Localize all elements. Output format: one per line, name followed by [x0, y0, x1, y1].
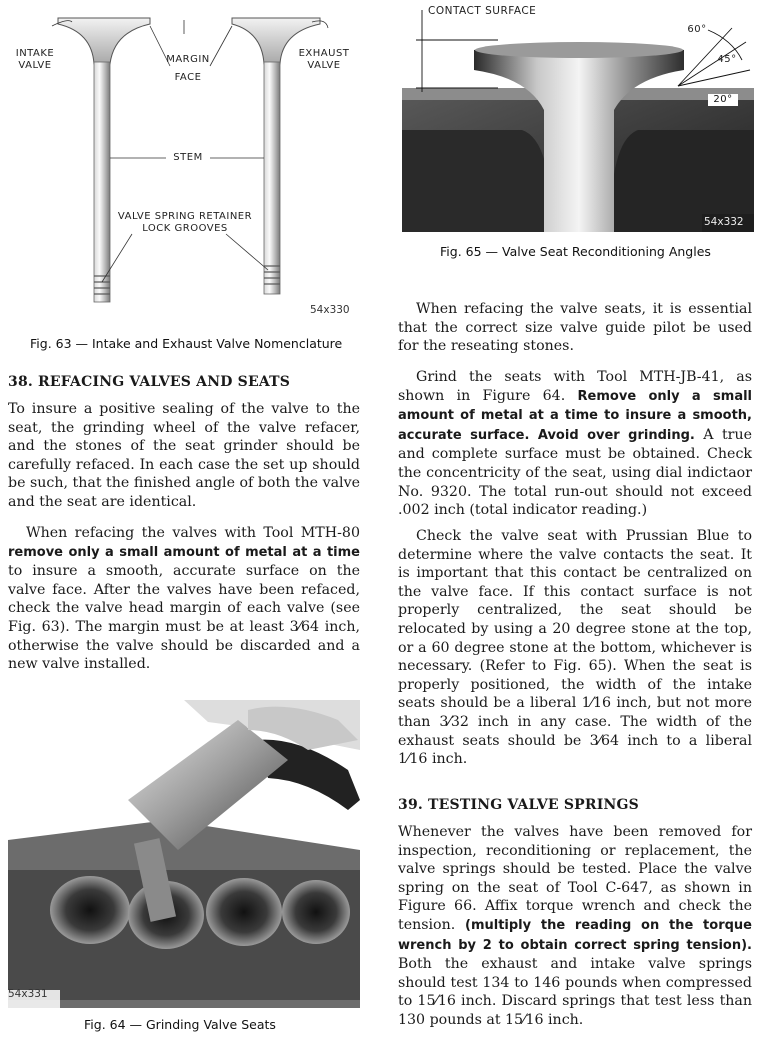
figure-number: 54x330: [310, 304, 350, 316]
angle-60-label: 60°: [687, 24, 707, 35]
section-38-paragraph-1: To insure a positive sealing of the valve to the seat, the grinding wheel of the valve refacer, and the stones of the seat grinder should be carefully refaced. In each case the set up should be such, that the finished angle of both the valve and the seat are identical.: [8, 401, 360, 510]
bold-instruction: (multiply the reading on the torque wrench by 2 to obtain correct spring tension).: [398, 917, 752, 953]
right-paragraph-1: When refacing the valve seats, it is essential that the correct size valve guide pilot be used for the reseating stones.: [398, 301, 752, 355]
angle-20-label: 20°: [708, 94, 738, 106]
section-38-heading: 38. REFACING VALVES AND SEATS: [8, 374, 291, 390]
section-39-paragraph-1: Whenever the valves have been removed for inspection, reconditioning or replacement, the valve springs should be tested. Place the valve spring on the seat of Tool C-647, as shown in Figure 66. Affix torque wrench and check the tension. (multiply the reading on the torque wrench by 2 to obtain correct spring tension). Both the exhaust and intake valve springs should test 134 to 146 pounds when compressed to 15⁄16 inch. Discard springs that test less than 130 pounds at 15⁄16 inch.: [398, 824, 752, 1028]
lock-grooves-label: VALVE SPRING RETAINER LOCK GROOVES: [117, 211, 253, 234]
section-39-heading: 39. TESTING VALVE SPRINGS: [398, 797, 639, 813]
figure-65-caption: Fig. 65 — Valve Seat Reconditioning Angles: [440, 244, 711, 259]
figure-63-valve-nomenclature: [10, 4, 360, 322]
face-label: FACE: [174, 72, 202, 83]
stem-label: STEM: [173, 152, 203, 163]
figure-64-grinding-photo: [8, 700, 360, 1008]
section-38-paragraph-2: When refacing the valves with Tool MTH-80 remove only a small amount of metal at a time to insure a smooth, accurate surface on the valve face. After the valves have been refaced, check the valve head margin of each valve (see Fig. 63). The margin must be at least 3⁄64 inch, otherwise the valve should be discarded and a new valve installed.: [8, 525, 360, 673]
exhaust-valve-label: EXHAUST VALVE: [298, 48, 350, 71]
grinding-valve-seats-photo: [8, 700, 360, 1008]
margin-label: MARGIN: [166, 54, 210, 65]
bold-instruction: Remove only a small amount of metal at a time to insure a smooth, accurate surface. Avoid over grinding.: [398, 388, 753, 443]
contact-surface-label: CONTACT SURFACE: [428, 5, 537, 17]
figure-number: 54x331: [8, 988, 48, 1000]
right-paragraph-3: Check the valve seat with Prussian Blue to determine where the valve contacts the seat. It is important that this contact be centralized on the valve face. If this contact surface is not properly centralized, the seat should be relocated by using a 20 degree stone at the top, or a 60 degree stone at the bottom, whichever is necessary. (Refer to Fig. 65). When the seat is properly positioned, the width of the intake seats should be a liberal 1⁄16 inch, but not more than 3⁄32 inch in any case. The width of the exhaust seats should be 3⁄64 inch to a liberal 1⁄16 inch.: [398, 528, 752, 768]
intake-valve-label: INTAKE VALVE: [15, 48, 55, 71]
figure-63-caption: Fig. 63 — Intake and Exhaust Valve Nomenclature: [30, 336, 343, 351]
figure-65-seat-angles: [402, 0, 754, 232]
bold-instruction: remove only a small amount of metal at a time: [8, 544, 360, 560]
figure-number: 54x332: [704, 216, 744, 228]
angle-45-label: 45°: [717, 54, 737, 65]
right-paragraph-2: Grind the seats with Tool MTH-JB-41, as shown in Figure 64. Remove only a small amount of metal at a time to insure a smooth, accurate surface. Avoid over grinding. A true and complete surface must be obtained. Check the concentricity of the seat, using dial indictaor No. 9320. The total run-out should not exceed .002 inch (total indicator reading.): [398, 369, 753, 519]
figure-64-caption: Fig. 64 — Grinding Valve Seats: [84, 1017, 276, 1032]
